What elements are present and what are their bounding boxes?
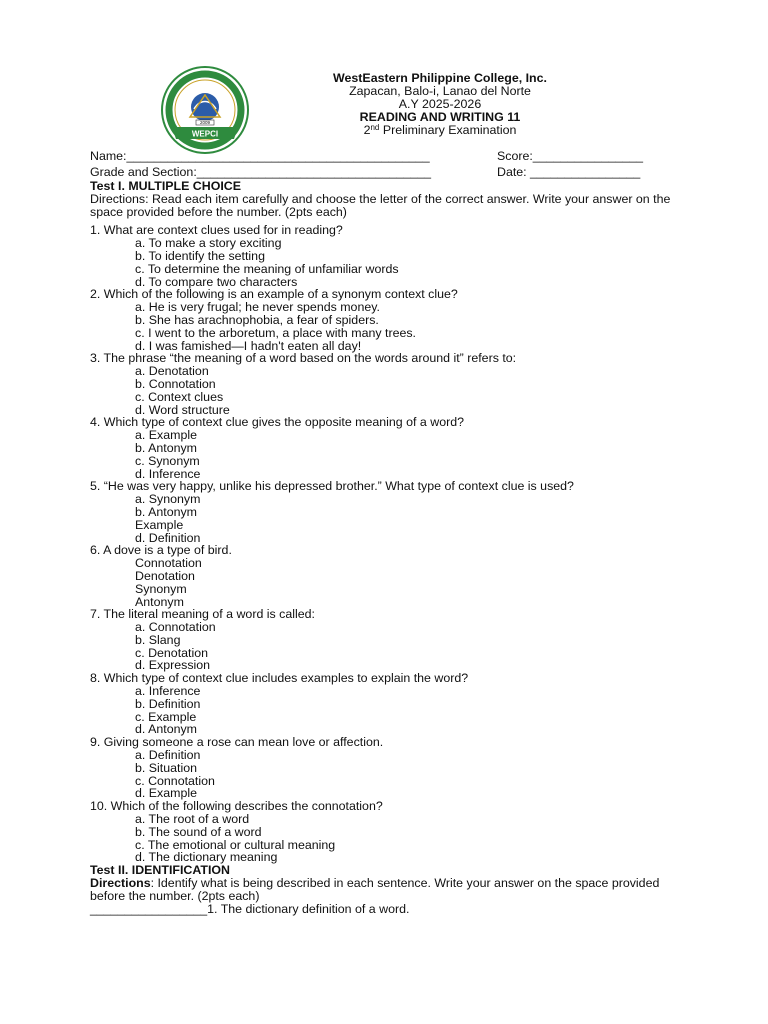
question-text: 1. What are context clues used for in reading? xyxy=(90,223,343,238)
answer-option: a. Inference xyxy=(135,684,201,699)
question-text: 6. A dove is a type of bird. xyxy=(90,543,232,558)
question-text: 8. Which type of context clue includes examples to explain the word? xyxy=(90,671,469,686)
answer-option: b. Antonym xyxy=(135,504,197,519)
answer-option: c. The emotional or cultural meaning xyxy=(135,837,336,852)
answer-option: d. Inference xyxy=(135,466,201,481)
answer-option: b. She has arachnophobia, a fear of spiders. xyxy=(135,312,379,327)
answer-option: c. Denotation xyxy=(135,645,209,660)
exam-title-text: Preliminary Examination xyxy=(379,123,517,137)
answer-option: d. Definition xyxy=(135,530,201,545)
test1-question-list xyxy=(90,224,690,864)
answer-option: b. Definition xyxy=(135,696,201,711)
answer-option: Denotation xyxy=(135,568,195,583)
answer-option: a. Synonym xyxy=(135,492,201,507)
exam-title xyxy=(200,124,680,137)
school-address: Zapacan, Balo-i, Lanao del Norte xyxy=(349,84,531,98)
answer-option: d. The dictionary meaning xyxy=(135,850,278,865)
answer-option: a. He is very frugal; he never spends money. xyxy=(135,300,380,315)
answer-option: b. Antonym xyxy=(135,440,197,455)
identification-item: _________________1. The dictionary definition of a word. xyxy=(90,901,410,916)
exam-body xyxy=(90,180,690,915)
answer-option: c. Synonym xyxy=(135,453,200,468)
answer-option: Example xyxy=(135,517,184,532)
answer-option: d. Antonym xyxy=(135,722,197,737)
question-text: 4. Which type of context clue gives the opposite meaning of a word? xyxy=(90,415,465,430)
question-text: 10. Which of the following describes the connotation? xyxy=(90,799,383,814)
school-name: WestEastern Philippine College, Inc. xyxy=(333,71,547,85)
answer-option: Antonym xyxy=(135,594,184,609)
answer-option: d. Expression xyxy=(135,658,211,673)
question-text: 9. Giving someone a rose can mean love or affection. xyxy=(90,735,384,750)
question-text: 5. “He was very happy, unlike his depressed brother.” What type of context clue is used? xyxy=(90,479,574,494)
question-text: 3. The phrase “the meaning of a word based on the words around it” refers to: xyxy=(90,351,517,366)
exam-number: 2 xyxy=(363,123,371,137)
answer-option: c. To determine the meaning of unfamiliar words xyxy=(135,261,399,276)
test2-directions-label: Directions xyxy=(90,876,151,891)
score-field[interactable]: Score:________________ xyxy=(497,149,644,163)
name-field[interactable]: Name:____________________________________________ xyxy=(90,149,430,163)
answer-option: b. The sound of a word xyxy=(135,824,262,839)
test1-title: Test I. MULTIPLE CHOICE xyxy=(90,179,241,193)
answer-option: d. I was famished—I hadn't eaten all day! xyxy=(135,338,362,353)
exam-ordinal: nd xyxy=(370,123,380,132)
answer-option: a. To make a story exciting xyxy=(135,236,282,251)
answer-option: Synonym xyxy=(135,581,187,596)
answer-option: d. To compare two characters xyxy=(135,274,298,289)
test2-directions-text: : Identify what is being described in each sentence. Write your answer on the space provided before the number. (2pts each) xyxy=(90,876,660,903)
logo-year: 2009 xyxy=(199,120,211,125)
answer-option: b. Slang xyxy=(135,632,181,647)
test2-title: Test II. IDENTIFICATION xyxy=(90,863,230,878)
question-text: 2. Which of the following is an example of a synonym context clue? xyxy=(90,287,458,302)
answer-option: a. Connotation xyxy=(135,620,216,635)
test2-directions xyxy=(90,877,690,903)
answer-option: c. Example xyxy=(135,709,197,724)
grade-section-field[interactable]: Grade and Section:__________________________________ xyxy=(90,165,432,179)
answer-option: a. Example xyxy=(135,428,197,443)
academic-year: A.Y 2025-2026 xyxy=(398,97,482,111)
answer-option: c. I went to the arboretum, a place with many trees. xyxy=(135,325,416,340)
answer-option: d. Example xyxy=(135,786,197,801)
answer-option: a. The root of a word xyxy=(135,812,250,827)
answer-option: d. Word structure xyxy=(135,402,230,417)
test2-item-list xyxy=(90,903,690,916)
answer-option: Connotation xyxy=(135,556,202,571)
logo-banner: WEPCI xyxy=(191,129,219,139)
answer-option: c. Context clues xyxy=(135,389,224,404)
answer-option: c. Connotation xyxy=(135,773,215,788)
answer-option: a. Denotation xyxy=(135,364,209,379)
answer-option: b. To identify the setting xyxy=(135,248,265,263)
answer-option: a. Definition xyxy=(135,748,201,763)
answer-option: b. Connotation xyxy=(135,376,216,391)
test1-directions: Directions: Read each item carefully and choose the letter of the correct answer. Write your answer on the space provided before the number. (2pts each) xyxy=(90,191,671,219)
date-field[interactable]: Date: ________________ xyxy=(497,165,641,179)
exam-header xyxy=(200,72,680,137)
subject-title: READING AND WRITING 11 xyxy=(359,110,521,124)
question-text: 7. The literal meaning of a word is called: xyxy=(90,607,315,622)
answer-option: b. Situation xyxy=(135,760,197,775)
